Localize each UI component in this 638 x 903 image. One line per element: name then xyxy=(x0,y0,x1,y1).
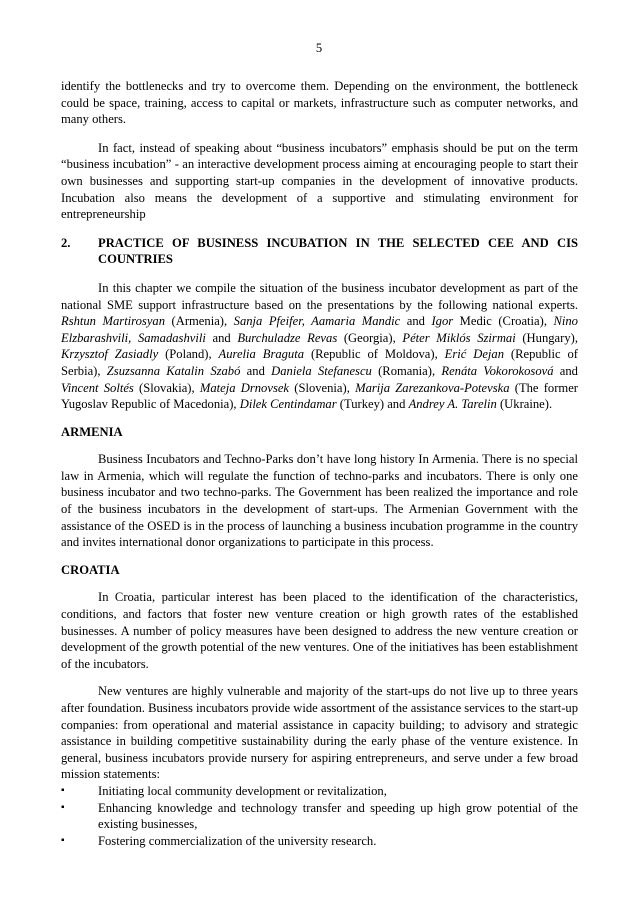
chapter-intro-text: In this chapter we compile the situation of the business incubator development as part of the national SME support infrastructure based on the presentations by the following national experts. xyxy=(61,280,578,312)
expert-country: (Republic of Moldova), xyxy=(304,347,445,362)
expert-name: Burchuladze Revas xyxy=(237,330,338,345)
expert-name: Aurelia Braguta xyxy=(218,347,305,362)
expert-name: Igor xyxy=(431,314,454,329)
paragraph-bottlenecks: identify the bottlenecks and try to overcome them. Depending on the environment, the bottleneck could be space, training, access to capital or markets, infrastructure such as computer networks, and many others. xyxy=(61,79,578,127)
section-title: PRACTICE OF BUSINESS INCUBATION IN THE SELECTED CEE AND CIS COUNTRIES xyxy=(98,235,578,267)
expert-name: Daniela Stefanescu xyxy=(271,363,372,378)
expert-country: (Ukraine). xyxy=(496,397,553,412)
paragraph-business-incubation: In fact, instead of speaking about “business incubators” emphasis should be put on the term “business incubation” - an interactive development process aiming at encouraging people to start their own businesses and supporting start-up companies in the development of innovative products. Incubation also means the development of a supportive and stimulating environment for entrepreneurship xyxy=(61,140,578,222)
expert-country: (Georgia), xyxy=(337,330,403,345)
mission-statements-list xyxy=(61,783,578,849)
expert-name: Krzysztof Zasiadly xyxy=(61,347,159,362)
list-item-text: Initiating local community development or revitalization, xyxy=(98,783,387,798)
expert-name: Zsuzsanna Katalin Szabó xyxy=(106,363,241,378)
expert-country: (Hungary), xyxy=(515,330,578,345)
croatia-paragraph-1: In Croatia, particular interest has been placed to the identification of the characteristics, conditions, and factors that foster new venture creation or high growth rates of the established businesses. A number of policy measures have been designed to address the new venture creation or development of the growth potential of the new ventures. One of the initiatives has been establishment of the incubators. xyxy=(61,590,578,671)
croatia-paragraph-2: New ventures are highly vulnerable and majority of the start-ups do not live up to three years after foundation. Business incubators provide wide assortment of the assistance services to the start-up companies: from operational and material assistance in capacity building; to advisory and strategic assistance in building competitive sustainability during the early phase of the venture existence. In general, business incubators provide nursery for aspiring entrepreneurs, and serve under a few broad mission statements: xyxy=(61,684,578,782)
page-content xyxy=(61,78,578,849)
experts-list xyxy=(61,314,578,411)
expert-country: (Republic of Serbia), xyxy=(61,347,578,378)
bullet-square-icon: ▪ xyxy=(61,784,65,796)
expert-name: Erić Dejan xyxy=(444,347,505,362)
expert-country: and xyxy=(205,330,238,345)
expert-name: Péter Miklós Szirmai xyxy=(402,330,516,345)
croatia-heading: CROATIA xyxy=(61,562,120,577)
list-item xyxy=(61,783,578,800)
list-item-text: Enhancing knowledge and technology transfer and speeding up high grow potential of the existing businesses, xyxy=(98,800,578,832)
page-number: 5 xyxy=(315,41,323,55)
expert-country: and xyxy=(240,363,272,378)
expert-name: Andrey A. Tarelin xyxy=(408,397,497,412)
expert-country: (Armenia), xyxy=(165,314,234,329)
paragraph-chapter-intro xyxy=(61,280,578,413)
expert-name: Nino Elzbarashvili, Samadashvili xyxy=(61,314,578,345)
section-heading xyxy=(61,235,578,268)
armenia-paragraph: Business Incubators and Techno-Parks don’t have long history In Armenia. There is no special law in Armenia, which will regulate the function of techno-parks and incubators. There is only one business incubator and two techno-parks. The Government has been realized the importance and role of the business incubators in the development of start-ups. The Armenian Government with the assistance of the OSED is in the process of launching a business incubation programme in the country and invites international donor organizations to participate in this process. xyxy=(61,452,578,550)
expert-name: Sanja Pfeifer, Aamaria Mandic xyxy=(233,314,401,329)
list-item xyxy=(61,800,578,833)
expert-country: and xyxy=(553,363,578,378)
section-number: 2. xyxy=(61,235,71,250)
expert-name: Renáta Vokorokosová xyxy=(441,363,554,378)
expert-country: (Poland), xyxy=(158,347,219,362)
expert-name: Vincent Soltés xyxy=(61,380,134,395)
expert-country: (Romania), xyxy=(371,363,442,378)
expert-country: (Turkey) and xyxy=(336,397,409,412)
expert-name: Marija Zarezankova-Potevska xyxy=(355,380,510,395)
expert-name: Mateja Drnovsek xyxy=(199,380,290,395)
expert-name: Rshtun Martirosyan xyxy=(61,314,166,329)
list-item xyxy=(61,833,578,850)
list-item-text: Fostering commercialization of the university research. xyxy=(98,833,377,848)
expert-country: (Slovenia), xyxy=(289,380,356,395)
expert-country: and xyxy=(400,314,432,329)
bullet-square-icon: ▪ xyxy=(61,801,65,813)
expert-country: (The former Yugoslav Republic of Macedonia), xyxy=(61,380,579,412)
armenia-heading: ARMENIA xyxy=(61,424,123,439)
bullet-square-icon: ▪ xyxy=(61,834,65,846)
expert-country: Medic (Croatia), xyxy=(453,314,554,329)
expert-name: Dilek Centindamar xyxy=(239,397,337,412)
expert-country: (Slovakia), xyxy=(133,380,200,395)
